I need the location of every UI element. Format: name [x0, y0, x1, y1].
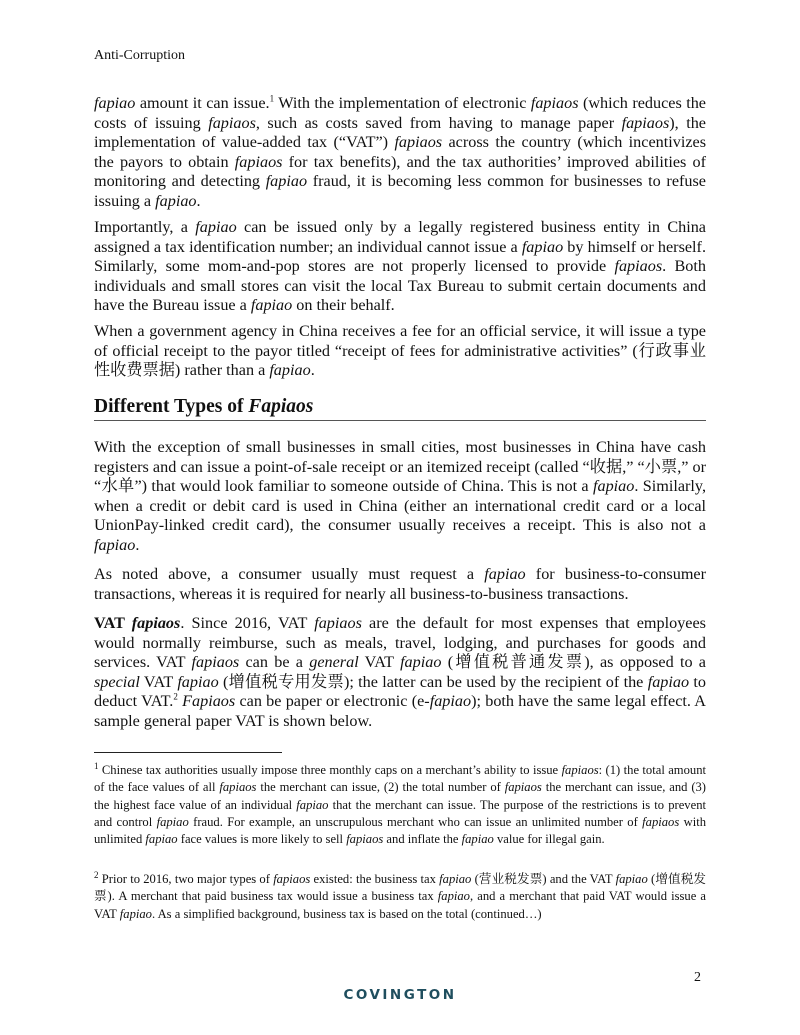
page-number: 2 [694, 970, 701, 985]
paragraph-vat-fapiaos: VAT fapiaos. Since 2016, VAT fapiaos are the default for most expenses that employees would normally reimburse, such as meals, travel, lodging, and purchases for goods and services. VAT fapiaos can be a general VAT fapiao (增值税普通发票), as opposed to a special VAT fapiao (增值税专用发票); the latter can be used by the recipient of the fapiao to deduct VAT.$^2$ Fapiaos can be paper or electronic (e-fapiao); both have the same legal effect. A sample general paper VAT is shown below. [94, 614, 707, 730]
section-heading: Different Types of Fapiaos [94, 396, 706, 421]
paragraph-cash-register-receipts: With the exception of small businesses in small cities, most businesses in China have cash registers and can issue a point-of-sale receipt or an itemized receipt (called “收据,” “小票,” or “水单”) that would look familiar to someone outside of China. This is not a fapiao. Similarly, when a credit or debit card is used in China (either an international credit card or a local UnionPay-linked credit card), the consumer usually receives a receipt. This is also not a fapiao. [94, 438, 707, 554]
paragraph-who-can-issue: Importantly, a fapiao can be issued only by a legally registered business entity in China assigned a tax identification number; an individual cannot issue a fapiao by himself or herself. Similarly, some mom-and-pop stores are not properly licensed to provide fapiaos. Both individuals and small stores can visit the local Tax Bureau to submit certain documents and have the Bureau issue a fapiao on their behalf. [94, 218, 706, 315]
paragraph-government-receipt: When a government agency in China receives a fee for an official service, it will issue a type of official receipt to the payor titled “receipt of fees for administrative activities” (行政事业性收费票据) rather than a fapiao. [94, 322, 706, 380]
footnote-ref-2[interactable]: 2 [173, 691, 178, 702]
covington-logo: COVINGTON [343, 987, 457, 1003]
footnote-ref-1[interactable]: 1 [269, 93, 275, 104]
footnote-1: $^1$ Chinese tax authorities usually impose three monthly caps on a merchant’s ability to issue fapiaos: (1) the total amount of the face values of all fapiaos the merchant can issue, (2) the total number of fapiaos the merchant can issue, and (3) the highest face value of an individual fapiao that the merchant can issue. The purpose of the restrictions is to prevent and control fapiao fraud. For example, an unscrupulous merchant who can issue an unlimited number of fapiaos with unlimited fapiao face values is more likely to sell fapiaos and inflate the fapiao value for illegal gain. [94, 760, 707, 847]
footnote-2: $^2$ Prior to 2016, two major types of fapiaos existed: the business tax fapiao (营业税发票) and the VAT fapiao (增值税发票). A merchant that paid business tax would issue a business tax fapiao, and a merchant that paid VAT would issue a VAT fapiao. As a simplified background, business tax is based on the total (continued…) [94, 869, 707, 921]
footnote-divider [94, 752, 282, 753]
paragraph-consumer-request: As noted above, a consumer usually must request a fapiao for business-to-consumer transactions, whereas it is required for nearly all business-to-business transactions. [94, 565, 706, 603]
running-header: Anti-Corruption [94, 48, 185, 63]
paragraph-fapiao-trends: fapiao amount it can issue.$^1$ With the implementation of electronic fapiaos (which reduces the costs of issuing fapiaos, such as costs saved from having to manage paper fapiaos), the implementation of value-added tax (“VAT”) fapiaos across the country (which incentivizes the payors to obtain fapiaos for tax benefits), and the tax authorities’ improved abilities of monitoring and detecting fapiao fraud, it is becoming less common for businesses to refuse issuing a fapiao. [94, 93, 707, 210]
